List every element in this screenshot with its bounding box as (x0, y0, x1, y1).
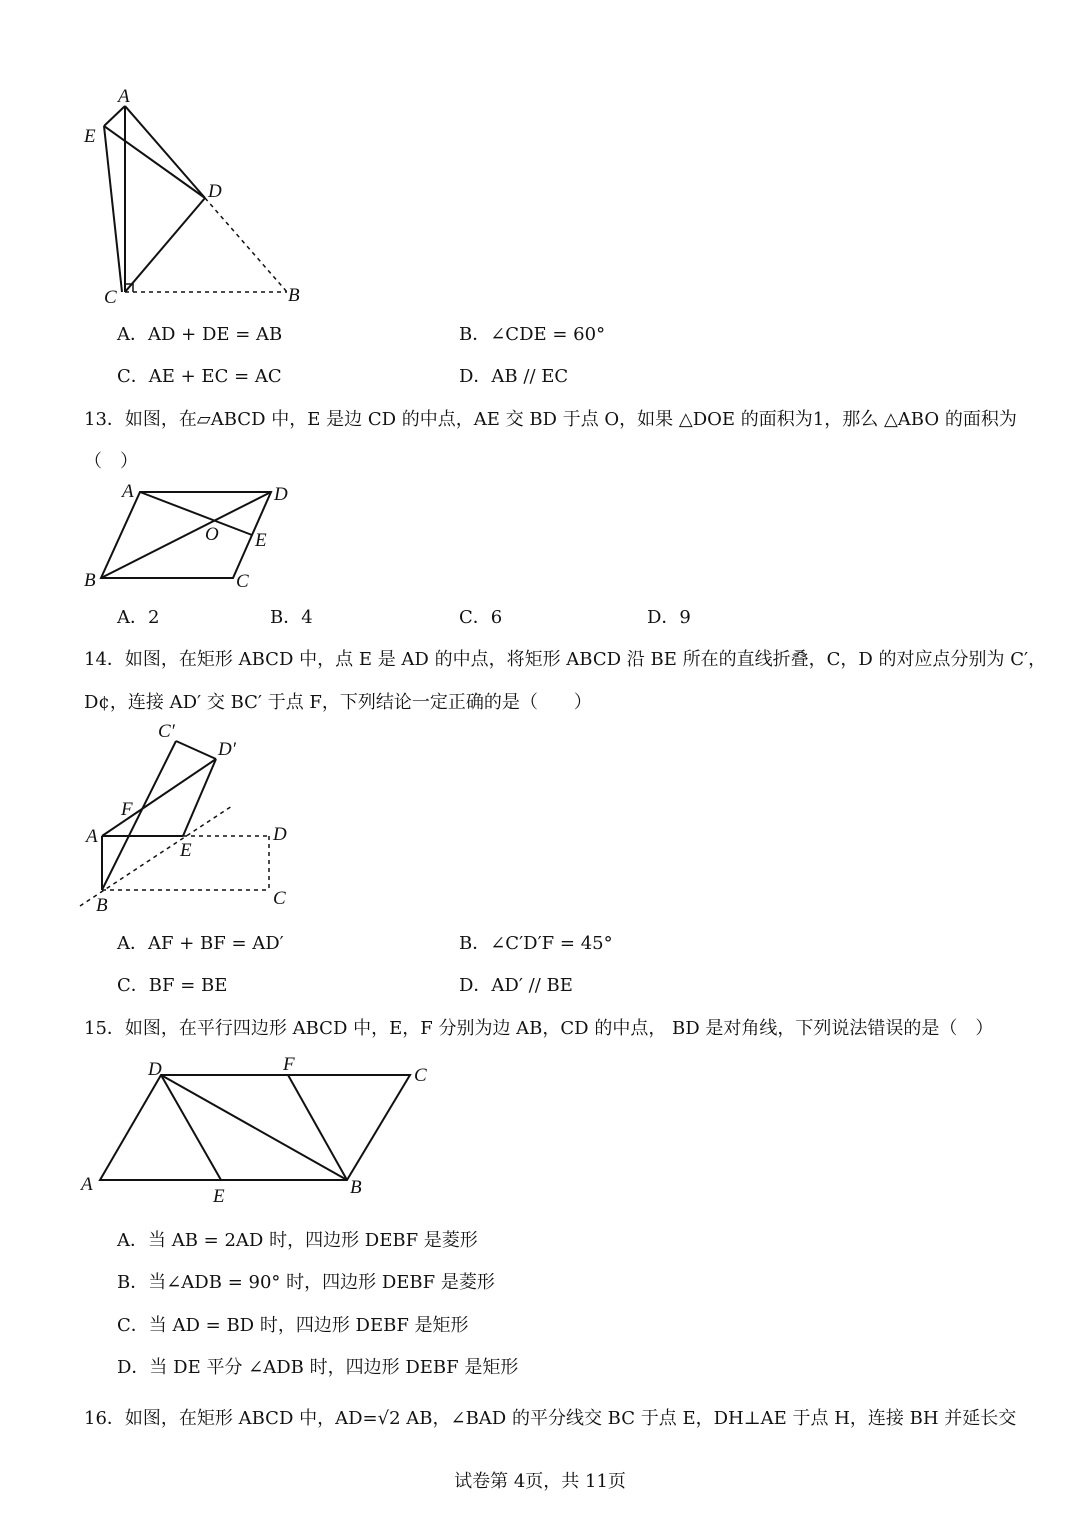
q12-label-C: C (104, 287, 117, 308)
q14-option-a: A．AF + BF = AD′ (117, 933, 284, 954)
q15-label-D: D (148, 1059, 162, 1080)
page-footer: 试卷第 4页，共 11页 (454, 1471, 626, 1492)
q12-label-A: A (118, 86, 130, 107)
q14-option-c: C．BF = BE (117, 975, 228, 996)
q14-label-E: E (180, 840, 192, 861)
q14-label-D: D (273, 824, 287, 845)
q12-option-c: C．AE + EC = AC (117, 366, 282, 387)
q12-label-D: D (208, 181, 222, 202)
q13-label-E: E (255, 530, 267, 551)
q14-label-C-prime: C′ (158, 721, 175, 742)
q13-question-line2: （ ） (84, 451, 138, 472)
q14-label-B: B (96, 895, 108, 916)
q14-option-b: B．∠C′D′F = 45° (459, 933, 613, 954)
q14-question-line1: 14．如图，在矩形 ABCD 中，点 E 是 AD 的中点，将矩形 ABCD 沿 BE 所在的直线折叠，C，D 的对应点分别为 C′， (84, 649, 1047, 670)
q15-question-line1: 15．如图，在平行四边形 ABCD 中，E，F 分别为边 AB，CD 的中点， BD 是对角线，下列说法错误的是（ ） (84, 1018, 994, 1039)
q13-option-b: B．4 (270, 607, 313, 628)
q12-option-b: B．∠CDE = 60° (459, 324, 606, 345)
q15-option-c: C．当 AD = BD 时，四边形 DEBF 是矩形 (117, 1315, 469, 1336)
q15-label-F: F (283, 1054, 295, 1075)
q12-option-a: A．AD + DE = AB (117, 324, 283, 345)
q13-label-O: O (205, 524, 219, 545)
q13-question-line1: 13．如图，在▱ABCD 中，E 是边 CD 的中点，AE 交 BD 于点 O，如果 △DOE 的面积为1，那么 △ABO 的面积为 (84, 409, 1017, 430)
q15-option-a: A．当 AB = 2AD 时，四边形 DEBF 是菱形 (117, 1230, 478, 1251)
q12-option-d: D．AB // EC (459, 366, 569, 387)
q14-label-C: C (273, 888, 286, 909)
q13-label-B: B (84, 570, 96, 591)
q15-label-B: B (350, 1177, 362, 1198)
q14-label-F: F (121, 799, 133, 820)
q12-label-B: B (288, 285, 300, 306)
q14-label-A: A (86, 826, 98, 847)
q15-label-C: C (414, 1065, 427, 1086)
q15-option-b: B．当∠ADB = 90° 时，四边形 DEBF 是菱形 (117, 1272, 495, 1293)
q13-option-d: D．9 (647, 607, 691, 628)
q13-option-c: C．6 (459, 607, 503, 628)
q15-label-A: A (81, 1174, 93, 1195)
q13-label-A: A (122, 481, 134, 502)
q14-label-D-prime: D′ (218, 739, 236, 760)
q15-label-E: E (213, 1186, 225, 1207)
q13-label-C: C (236, 571, 249, 592)
q13-label-D: D (274, 484, 288, 505)
q14-question-line2: D¢，连接 AD′ 交 BC′ 于点 F，下列结论一定正确的是（ ） (84, 692, 592, 713)
q15-option-d: D．当 DE 平分 ∠ADB 时，四边形 DEBF 是矩形 (117, 1357, 519, 1378)
q12-label-E: E (84, 126, 96, 147)
q16-question-line1: 16．如图，在矩形 ABCD 中，AD=√2 AB，∠BAD 的平分线交 BC 于点 E，DH⊥AE 于点 H，连接 BH 并延长交 (84, 1408, 1017, 1429)
q14-option-d: D．AD′ // BE (459, 975, 573, 996)
q13-option-a: A．2 (117, 607, 160, 628)
